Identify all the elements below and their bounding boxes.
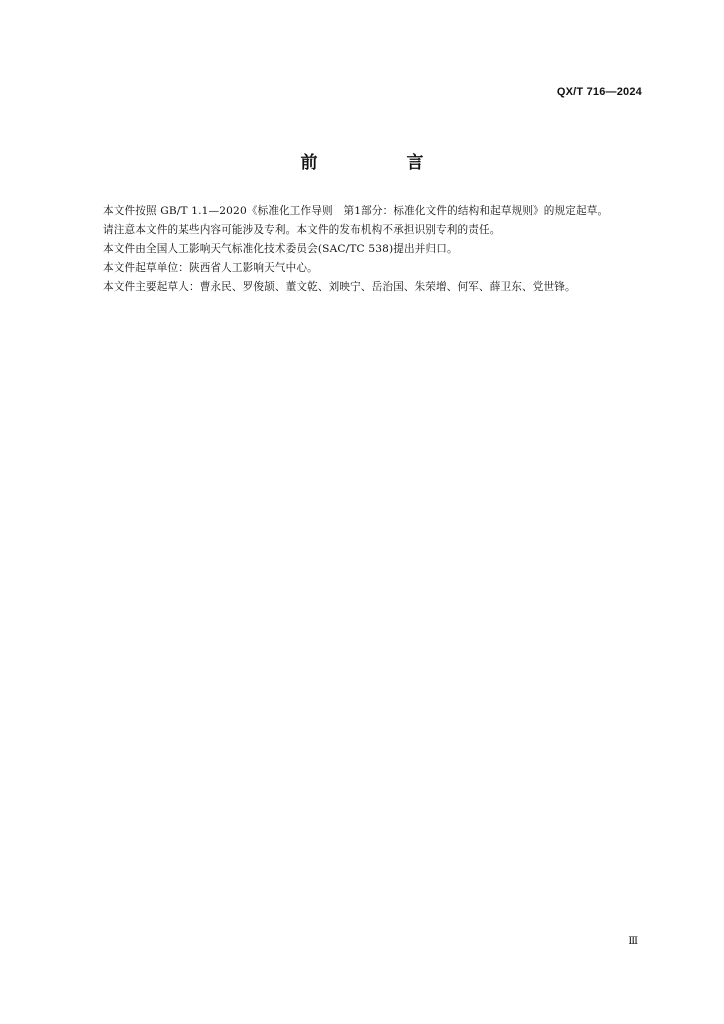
preface-content <box>82 202 642 297</box>
patent-notice-paragraph: 请注意本文件的某些内容可能涉及专利。本文件的发布机构不承担识别专利的责任。 <box>103 224 501 236</box>
drafting-rule-paragraph: 本文件按照 GB/T 1.1—2020《标准化工作导则 第1部分：标准化文件的结构和起草规则》的规定起草。 <box>103 205 609 217</box>
drafting-unit-paragraph: 本文件起草单位：陕西省人工影响天气中心。 <box>103 262 318 274</box>
page-number: Ⅲ <box>628 936 638 947</box>
drafters-paragraph: 本文件主要起草人：曹永民、罗俊颉、董文乾、刘映宁、岳治国、朱荣增、何军、薛卫东、党世锋。 <box>103 281 576 293</box>
page-title: 前 言 <box>300 153 460 173</box>
proposer-paragraph: 本文件由全国人工影响天气标准化技术委员会(SAC/TC 538)提出并归口。 <box>103 243 458 255</box>
standard-code: QX/T 716—2024 <box>556 86 642 98</box>
